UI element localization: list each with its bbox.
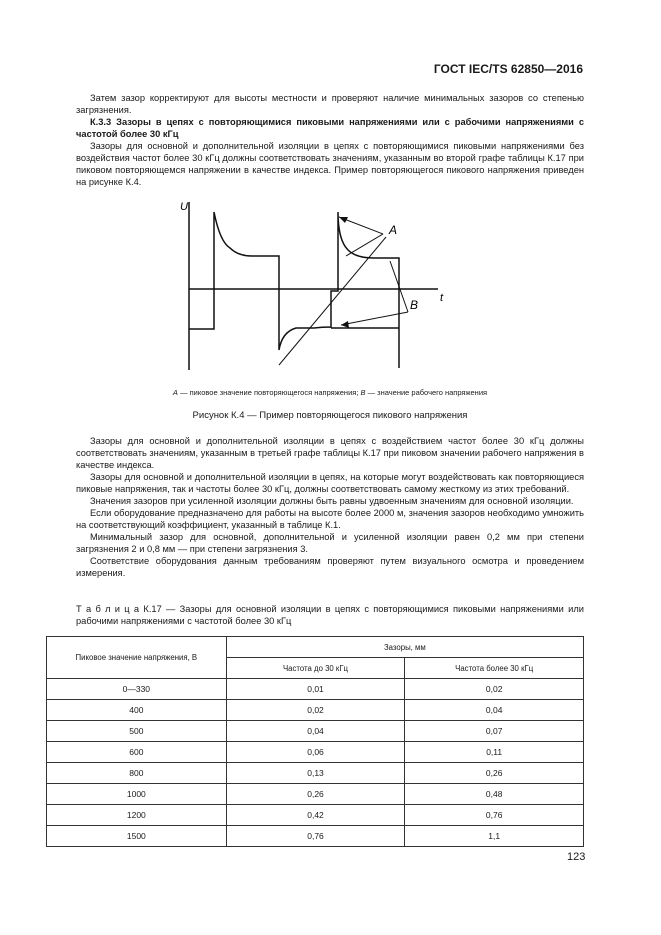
cell-freq-low: 0,04 [226,721,405,742]
paragraph: Зазоры для основной и дополнительной изоляции в цепях, на которые могут воздействовать как повторяющиеся пиковые напряжения, так и частоты более 30 кГц, должны соответствовать самому жесткому из этих требований. [76,472,584,494]
cell-freq-high: 0,07 [405,721,584,742]
cell-voltage: 1500 [47,826,227,847]
arrowhead [341,321,349,328]
cell-freq-low: 0,13 [226,763,405,784]
clearance-group-header: Зазоры, мм [226,637,583,658]
table-row [47,721,584,742]
cell-voltage: 1200 [47,805,227,826]
x-axis-label: t [440,292,444,304]
table-title [76,603,584,627]
paragraph: Если оборудование предназначено для работы на высоте более 2000 м, значения зазоров необходимо умножить на соответствующий коэффициент, указанный в таблице К.1. [76,508,584,530]
paragraph: Затем зазор корректируют для высоты местности и проверяют наличие минимальных зазоров со степенью загрязнения. [76,93,584,115]
mid-text-block [76,435,584,579]
diagonal-line [279,237,386,365]
paragraph: Значения зазоров при усиленной изоляции должны быть равны удвоенным значениям для основной изоляции. [90,496,574,506]
legend-key-a: A [172,388,178,397]
cell-freq-low: 0,06 [226,742,405,763]
table-row [47,805,584,826]
table-row [47,700,584,721]
paragraph: Зазоры для основной и дополнительной изоляции в цепях с воздействием частот более 30 кГц должны соответствовать значениям, указанным в третьей графе таблицы К.17 при пиковом значении рабочего напряжения в качестве индекса. [76,436,584,470]
waveform-line [189,212,399,368]
arrow-line-a-mid [346,234,383,256]
clearance-table [46,636,584,847]
label-b: B [410,298,419,312]
legend-key-b: B [360,388,366,397]
table-row [47,679,584,700]
table-row [47,784,584,805]
section-heading: К.3.3 Зазоры в цепях с повторяющимися пиковыми напряжениями или с рабочими напряжениями с частотой более 30 кГц [76,117,584,139]
cell-freq-low: 0,26 [226,784,405,805]
col-freq-low-header: Частота до 30 кГц [226,658,405,679]
cell-freq-high: 1,1 [405,826,584,847]
figure-title: Рисунок К.4 — Пример повторяющегося пикового напряжения [192,410,468,421]
cell-voltage: 500 [47,721,227,742]
paragraph: Соответствие оборудования данным требованиям проверяют путем визуального осмотра и проведением измерения. [76,556,584,578]
col-voltage-header: Пиковое значение напряжения, В [47,637,227,679]
cell-freq-high: 0,76 [405,805,584,826]
table-title-text: К.17 — Зазоры для основной изоляции в цепях с повторяющимися пиковыми напряжениями или рабочими напряжениями с частотой более 30 кГц [76,604,584,626]
arrow-line-b-bottom [341,312,408,325]
label-a: A [389,223,398,237]
col-freq-high-header: Частота более 30 кГц [405,658,584,679]
table-title-prefix: Т а б л и ц а [76,604,140,614]
cell-voltage: 1000 [47,784,227,805]
figure-legend [76,388,584,397]
paragraph: Минимальный зазор для основной, дополнительной и усиленной изоляции равен 0,2 мм при степени загрязнения 2 и 0,8 мм — при степени загрязнения 3. [76,532,584,554]
document-header: ГОСТ IEC/TS 62850—2016 [433,62,583,76]
cell-freq-low: 0,76 [226,826,405,847]
cell-freq-low: 0,02 [226,700,405,721]
paragraph: Зазоры для основной и дополнительной изоляции в цепях с повторяющимися пиковыми напряжениями без воздействия частот более 30 кГц должны соответствовать значениям, указанным во второй графе таблицы К.17 при пиковом повторяющемся напряжении в качестве индекса. Пример повторяющегося пикового напряжения приведен на рисунке К.4. [76,141,584,187]
cell-freq-high: 0,04 [405,700,584,721]
cell-freq-low: 0,42 [226,805,405,826]
top-text-block [76,92,584,188]
cell-freq-high: 0,48 [405,784,584,805]
legend-text-a: — пиковое значение повторяющегося напряжения; [177,388,361,397]
cell-freq-low: 0,01 [226,679,405,700]
cell-freq-high: 0,26 [405,763,584,784]
table-row [47,826,584,847]
table-row [47,763,584,784]
cell-voltage: 600 [47,742,227,763]
page-number: 123 [567,851,586,863]
cell-freq-high: 0,11 [405,742,584,763]
table-row [47,742,584,763]
cell-voltage: 800 [47,763,227,784]
cell-voltage: 400 [47,700,227,721]
voltage-waveform-figure [170,192,470,382]
legend-text-b: — значение рабочего напряжения [365,388,488,397]
y-axis-label: U [180,201,188,213]
cell-voltage: 0—330 [47,679,227,700]
cell-freq-high: 0,02 [405,679,584,700]
